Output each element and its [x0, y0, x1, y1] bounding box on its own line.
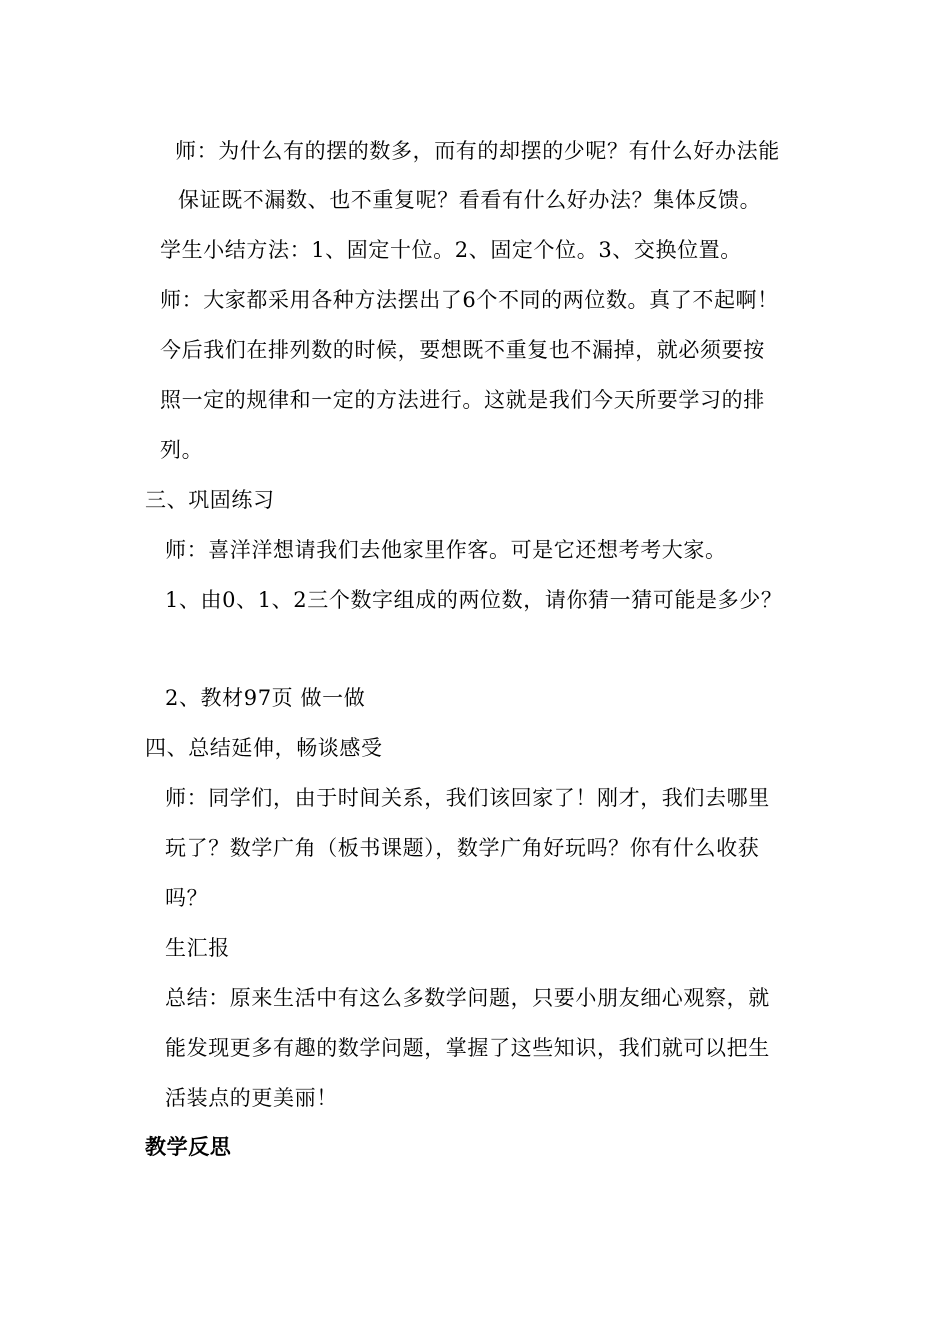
paragraph-line: 1、由0、1、2三个数字组成的两位数，请你猜一猜可能是多少？: [165, 588, 783, 612]
paragraph-line: 师：喜洋洋想请我们去他家里作客。可是它还想考考大家。: [165, 538, 727, 562]
paragraph-line: 今后我们在排列数的时候，要想既不重复也不漏掉，就必须要按: [160, 338, 765, 362]
paragraph-line: 师：为什么有的摆的数多，而有的却摆的少呢？有什么好办法能: [175, 139, 780, 163]
paragraph-line: 吗？: [165, 886, 209, 910]
paragraph-line: 师：大家都采用各种方法摆出了6个不同的两位数。真了不起啊！: [160, 288, 779, 312]
section-heading: 四、总结延伸，畅谈感受: [145, 736, 383, 760]
paragraph-line: 生汇报: [165, 936, 230, 960]
paragraph-line: 总结：原来生活中有这么多数学问题，只要小朋友细心观察，就: [165, 986, 770, 1010]
paragraph-line: 2、教材97页 做一做: [165, 686, 366, 710]
paragraph-line: 学生小结方法：1、固定十位。2、固定个位。3、交换位置。: [160, 238, 742, 262]
paragraph-line: 保证既不漏数、也不重复呢？看看有什么好办法？集体反馈。: [178, 188, 762, 212]
paragraph-line: 列。: [160, 438, 204, 462]
paragraph-line: 能发现更多有趣的数学问题，掌握了这些知识，我们就可以把生: [165, 1036, 770, 1060]
paragraph-line: 师：同学们，由于时间关系，我们该回家了！刚才，我们去哪里: [165, 786, 770, 810]
paragraph-line: 照一定的规律和一定的方法进行。这就是我们今天所要学习的排: [160, 388, 765, 412]
section-heading: 三、巩固练习: [145, 488, 275, 512]
paragraph-line: 活装点的更美丽！: [165, 1086, 338, 1110]
reflection-heading: 教学反思: [145, 1135, 232, 1159]
paragraph-line: 玩了？数学广角（板书课题），数学广角好玩吗？你有什么收获: [165, 836, 760, 860]
